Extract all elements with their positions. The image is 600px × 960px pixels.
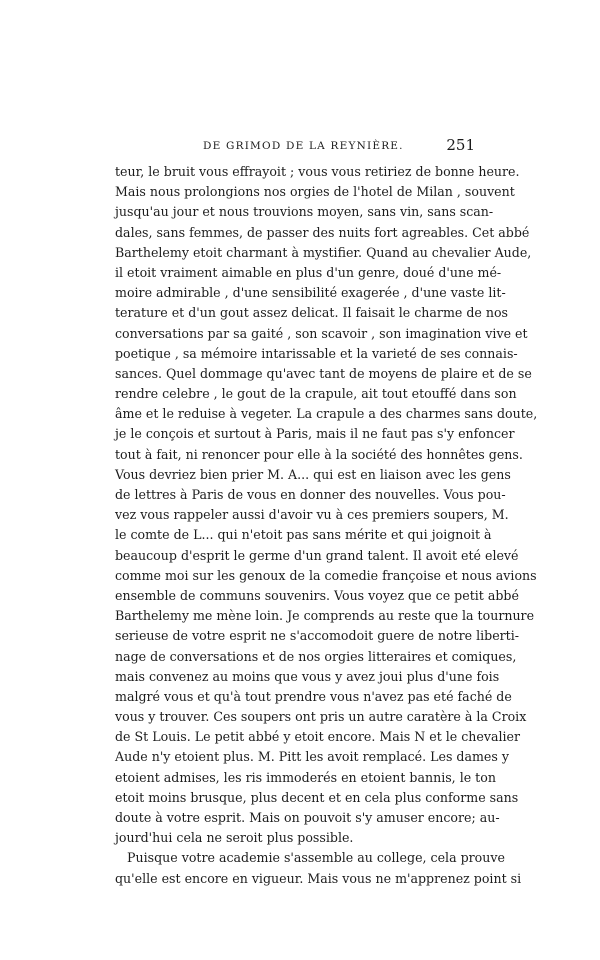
text-line: sances. Quel dommage qu'avec tant de moyens de plaire et de se (115, 365, 532, 381)
text-line: teur, le bruit vous effrayoit ; vous vous retiriez de bonne heure. (115, 164, 520, 179)
text-line: terature et d'un gout assez delicat. Il faisait le charme de nos (115, 305, 509, 321)
text-line: vez vous rappeler aussi d'avoir vu à ces premiers soupers, M. (115, 507, 509, 523)
text-line: mais convenez au moins que vous y avez joui plus d'une fois (115, 668, 500, 684)
text-line: tout à fait, ni renoncer pour elle à la société des honnêtes gens. (115, 446, 523, 462)
paragraph (115, 848, 522, 888)
text-line: de lettres à Paris de vous en donner des nouvelles. Vous pou- (115, 487, 506, 502)
text-line: conversations par sa gaité , son scavoir , son imagination vive et (115, 325, 528, 341)
text-line: etoit moins brusque, plus decent et en cela plus conforme sans (115, 789, 519, 805)
text-line: etoient admises, les ris immoderés en etoient bannis, le ton (115, 769, 496, 785)
text-line: il etoit vraiment aimable en plus d'un genre, doué d'une mé- (115, 264, 502, 280)
text-line: rendre celebre , le gout de la crapule, ait tout etouffé dans son (115, 386, 517, 402)
text-line: doute à votre esprit. Mais on pouvoit s'y amuser encore; au- (115, 810, 500, 825)
text-line: dales, sans femmes, de passer des nuits fort agreables. Cet abbé (115, 224, 530, 240)
text-line: serieuse de votre esprit ne s'accomodoit guere de notre liberti- (115, 628, 520, 644)
text-line: âme et le reduise à vegeter. La crapule a des charmes sans doute, (115, 406, 538, 422)
text-line: Barthelemy me mène loin. Je comprends au reste que la tournure (115, 608, 535, 624)
text-line: Mais nous prolongions nos orgies de l'hotel de Milan , souvent (115, 184, 515, 200)
text-line: je le conçois et surtout à Paris, mais il ne faut pas s'y enfoncer (115, 426, 515, 442)
page-header (115, 136, 475, 158)
paragraph (115, 162, 538, 848)
page-number: 251 (446, 136, 475, 154)
text-line: comme moi sur les genoux de la comedie françoise et nous avions (115, 567, 537, 583)
text-line: Aude n'y etoient plus. M. Pitt les avoit remplacé. Les dames y (115, 749, 509, 765)
text-line: poetique , sa mémoire intarissable et la varieté de ses connais- (115, 345, 518, 361)
running-head: DE GRIMOD DE LA REYNIÈRE. (203, 140, 404, 152)
text-line: malgré vous et qu'à tout prendre vous n'avez pas eté faché de (115, 688, 512, 704)
text-line: Puisque votre academie s'assemble au college, cela prouve (127, 850, 505, 866)
text-line: Barthelemy etoit charmant à mystifier. Quand au chevalier Aude, (115, 244, 532, 260)
text-line: Vous devriez bien prier M. A... qui est en liaison avec les gens (115, 466, 511, 482)
text-line: qu'elle est encore en vigueur. Mais vous ne m'apprenez point si (115, 870, 522, 886)
text-line: nage de conversations et de nos orgies litteraires et comiques, (115, 648, 517, 664)
text-line: le comte de L... qui n'etoit pas sans mérite et qui joignoit à (115, 527, 492, 543)
text-line: de St Louis. Le petit abbé y etoit encore. Mais N et le chevalier (115, 729, 521, 745)
text-line: ensemble de communs souvenirs. Vous voyez que ce petit abbé (115, 587, 519, 603)
text-line: jusqu'au jour et nous trouvions moyen, sans vin, sans scan- (115, 204, 494, 220)
text-line: beaucoup d'esprit le germe d'un grand talent. Il avoit eté elevé (115, 547, 519, 563)
text-line: jourd'hui cela ne seroit plus possible. (115, 830, 354, 846)
text-line: moire admirable , d'une sensibilité exagerée , d'une vaste lit- (115, 285, 506, 301)
body-text (115, 162, 538, 889)
text-line: vous y trouver. Ces soupers ont pris un autre caratère à la Croix (115, 709, 527, 725)
